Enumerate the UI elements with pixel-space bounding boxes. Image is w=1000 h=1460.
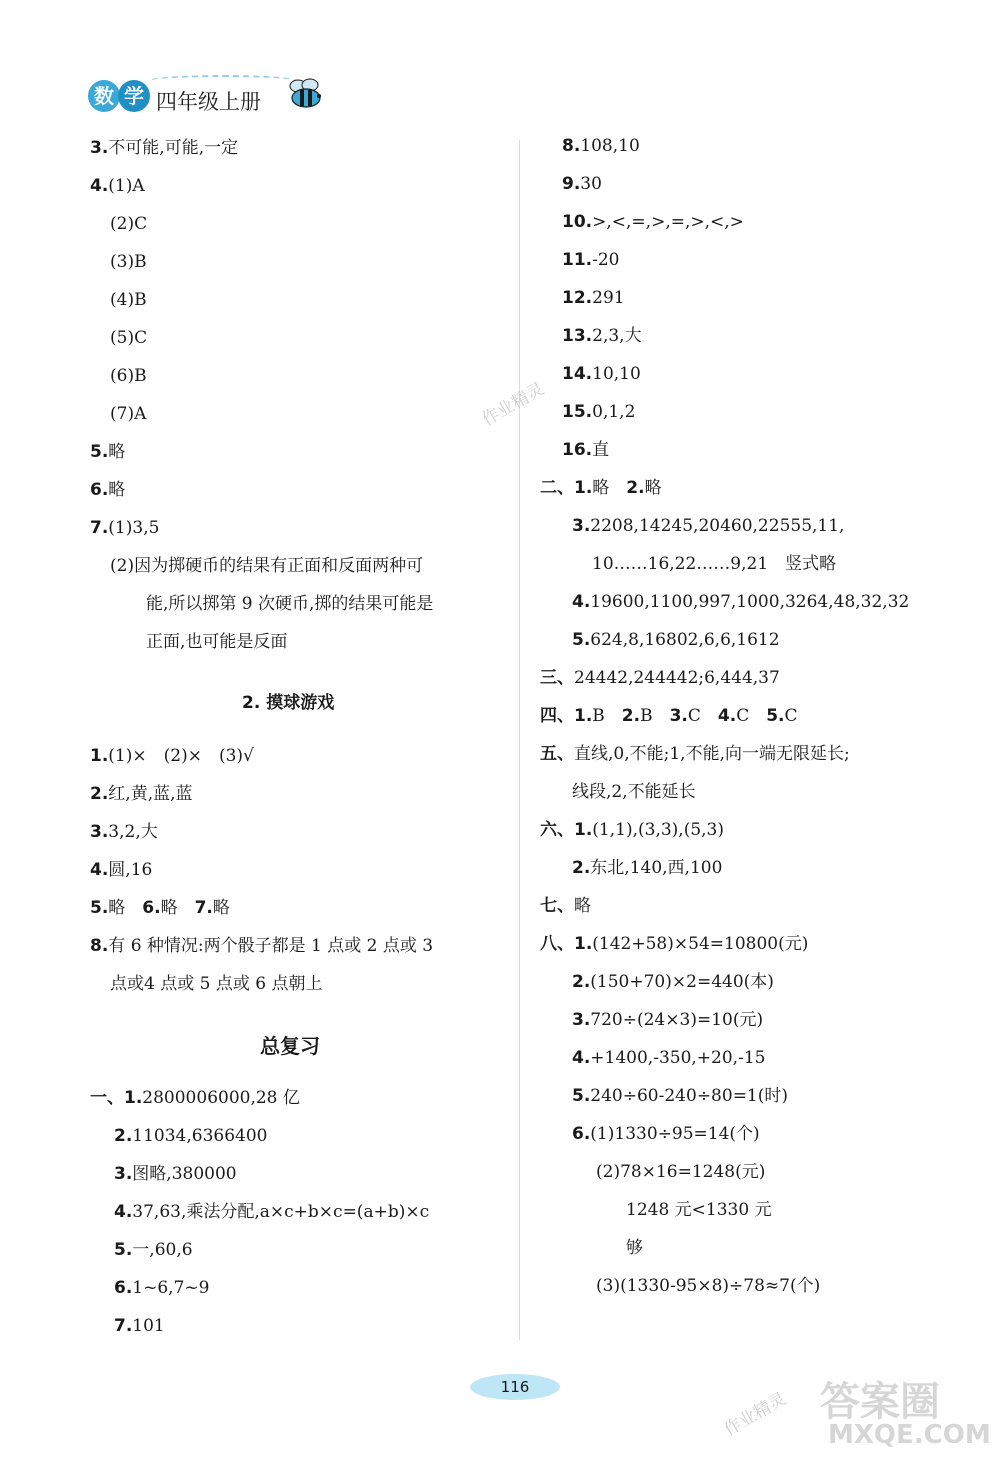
watermark-text: 作业精灵 (478, 379, 548, 431)
answer-line: 3.图略,380000 (114, 1164, 237, 1184)
answer-line: 5.240÷60-240÷80=1(时) (572, 1086, 789, 1106)
answer-line: 14.10,10 (562, 364, 641, 384)
answer-line: 八、1.(142+58)×54=10800(元) (540, 934, 809, 954)
answer-line: 2.东北,140,西,100 (572, 858, 723, 878)
subject-char-2: 学 (118, 80, 150, 112)
answer-line: 4.19600,1100,997,1000,3264,48,32,32 (572, 592, 910, 612)
answer-line: 13.2,3,大 (562, 326, 642, 346)
answer-line: 4.37,63,乘法分配,a×c+b×c=(a+b)×c (114, 1202, 430, 1222)
page-number: 116 (470, 1374, 560, 1400)
answer-line: 能,所以掷第 9 次硬币,掷的结果可能是 (146, 594, 434, 614)
answer-line: (5)C (110, 328, 148, 348)
answer-line: 3.2208,14245,20460,22555,11, (572, 516, 845, 536)
answer-line: 正面,也可能是反面 (146, 632, 288, 652)
answer-line: 5.624,8,16802,6,6,1612 (572, 630, 780, 650)
answer-line: (7)A (110, 404, 147, 424)
answer-line: 六、1.(1,1),(3,3),(5,3) (540, 820, 725, 840)
answer-line: (3)B (110, 252, 147, 272)
answer-line: 二、1.略 2.略 (540, 478, 662, 498)
answer-line: 8.108,10 (562, 136, 640, 156)
answer-line: 15.0,1,2 (562, 402, 636, 422)
answer-line: 5.略 (90, 442, 126, 462)
answer-line: 2.11034,6366400 (114, 1126, 268, 1146)
answer-line: 3.720÷(24×3)=10(元) (572, 1010, 764, 1030)
answer-line: 线段,2,不能延长 (572, 782, 696, 802)
answer-line: 6.1~6,7~9 (114, 1278, 210, 1298)
answer-line: 4.(1)A (90, 176, 145, 196)
answer-line: 10.>,<,=,>,=,>,<,> (562, 212, 744, 232)
answer-line: 4.圆,16 (90, 860, 153, 880)
answer-line: 1248 元<1330 元 (626, 1200, 772, 1220)
section-title-ball-game: 2. 摸球游戏 (242, 693, 335, 713)
answer-line: 够 (626, 1238, 643, 1258)
answer-line: 3.3,2,大 (90, 822, 158, 842)
answer-line: 11.-20 (562, 250, 620, 270)
answer-line: 1.(1)× (2)× (3)√ (90, 746, 254, 766)
answer-line: 6.略 (90, 480, 126, 500)
answer-line: 四、1.B 2.B 3.C 4.C 5.C (540, 706, 798, 726)
answer-line: 五、直线,0,不能;1,不能,向一端无限延长; (540, 744, 850, 764)
answer-line: 七、略 (540, 896, 591, 916)
answer-line: (6)B (110, 366, 147, 386)
answer-line: 10……16,22……9,21 竖式略 (592, 554, 837, 574)
answer-line: 6.(1)1330÷95=14(个) (572, 1124, 760, 1144)
watermark-site: MXQE.COM (828, 1420, 991, 1450)
answer-line: 12.291 (562, 288, 625, 308)
answer-line: 9.30 (562, 174, 602, 194)
answer-line: (4)B (110, 290, 147, 310)
bee-icon (286, 78, 328, 112)
answer-line: 2.(150+70)×2=440(本) (572, 972, 774, 992)
answer-line: 4.+1400,-350,+20,-15 (572, 1048, 766, 1068)
answer-line: 8.有 6 种情况:两个骰子都是 1 点或 2 点或 3 (90, 936, 434, 956)
answer-line: 点或4 点或 5 点或 6 点朝上 (110, 974, 323, 994)
answer-line: 三、24442,244442;6,444,37 (540, 668, 780, 688)
answer-line: (2)C (110, 214, 148, 234)
answer-line: 一、1.2800006000,28 亿 (90, 1088, 300, 1108)
watermark-logo: 答案圈 (820, 1379, 940, 1425)
answer-line: 16.直 (562, 440, 610, 460)
section-title-review: 总复习 (260, 1034, 320, 1058)
answer-line: 5.一,60,6 (114, 1240, 193, 1260)
answer-line: 7.101 (114, 1316, 165, 1336)
answer-line: (2)因为掷硬币的结果有正面和反面两种可 (110, 556, 424, 576)
answer-line: (2)78×16=1248(元) (596, 1162, 766, 1182)
grade-label: 四年级上册 (156, 90, 261, 114)
subject-char-1: 数 (88, 80, 120, 112)
book-header (86, 72, 346, 120)
answer-line: 2.红,黄,蓝,蓝 (90, 784, 193, 804)
column-divider (519, 140, 520, 1340)
watermark-text: 作业精灵 (720, 1389, 790, 1441)
answer-line: (3)(1330-95×8)÷78≈7(个) (596, 1276, 821, 1296)
answer-line: 7.(1)3,5 (90, 518, 160, 538)
answer-line: 3.不可能,可能,一定 (90, 138, 239, 158)
answer-line: 5.略 6.略 7.略 (90, 898, 230, 918)
